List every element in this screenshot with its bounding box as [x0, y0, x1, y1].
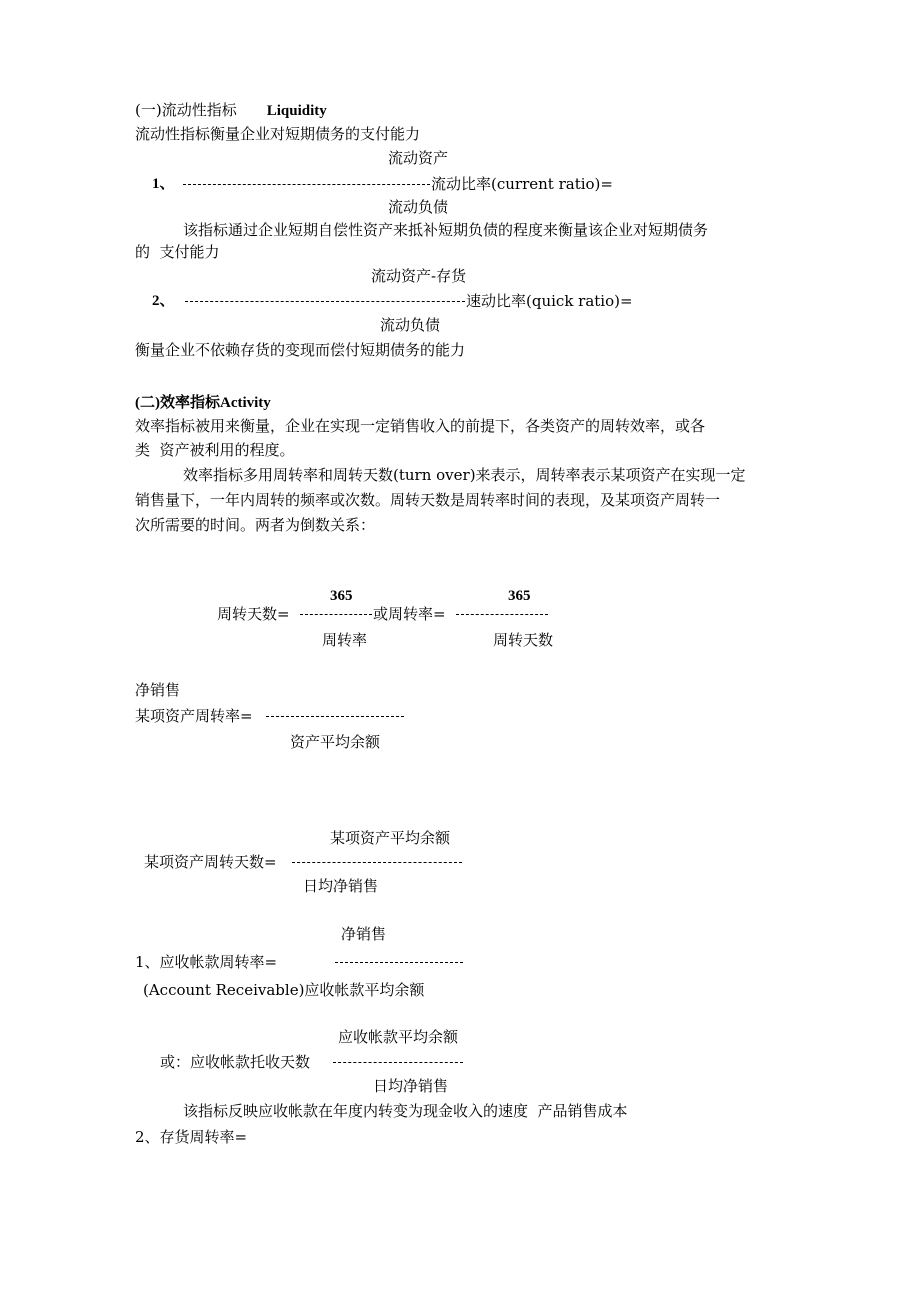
ar-days-desc: 该指标反映应收帐款在年度内转变为现金收入的速度 产品销售成本: [183, 1102, 628, 1120]
fraction-line: [456, 614, 548, 615]
asset-days-label: 某项资产周转天数=: [144, 853, 277, 871]
ar-days-label: 或：应收帐款托收天数: [160, 1053, 311, 1071]
current-ratio-numerator: 流动资产: [388, 149, 449, 167]
quick-ratio-number: 2、: [152, 293, 175, 309]
current-ratio-number: 1、: [152, 176, 175, 192]
quick-ratio-denominator: 流动负债: [380, 316, 441, 334]
inventory-turnover-label: 2、存货周转率=: [135, 1128, 248, 1146]
current-ratio-desc-2: 的 支付能力: [135, 243, 220, 261]
days-numerator: 365: [330, 588, 353, 604]
ar-turnover-numerator: 净销售: [341, 925, 387, 943]
fraction-line: [185, 301, 465, 302]
quick-ratio-numerator: 流动资产-存货: [371, 267, 467, 285]
fraction-line: [335, 962, 463, 963]
asset-turnover-numerator: 净销售: [135, 681, 181, 699]
days-label: 周转天数=: [217, 605, 290, 623]
quick-ratio-desc: 衡量企业不依赖存货的变现而偿付短期债务的能力: [135, 341, 466, 359]
section2-heading: (二)效率指标Activity: [135, 395, 271, 411]
rate-label: 或周转率=: [373, 605, 446, 623]
fraction-line: [300, 614, 372, 615]
section1-heading: (一)流动性指标 Liquidity: [135, 101, 327, 119]
ar-days-denominator: 日均净销售: [373, 1077, 449, 1095]
current-ratio-label: 流动比率(current ratio)=: [431, 175, 613, 193]
ar-turnover-denominator: (Account Receivable)应收帐款平均余额: [143, 981, 425, 999]
section2-para1-line2: 类 资产被利用的程度。: [135, 441, 295, 459]
asset-days-denominator: 日均净销售: [303, 877, 379, 895]
days-denominator: 周转率: [322, 631, 368, 649]
section1-intro: 流动性指标衡量企业对短期债务的支付能力: [135, 125, 421, 143]
fraction-line: [266, 716, 404, 717]
rate-denominator: 周转天数: [493, 631, 554, 649]
ar-turnover-label: 1、应收帐款周转率=: [135, 953, 278, 971]
fraction-line: [183, 184, 430, 185]
fraction-line: [333, 1062, 463, 1063]
quick-ratio-label: 速动比率(quick ratio)=: [466, 292, 633, 310]
section2-para1-line1: 效率指标被用来衡量，企业在实现一定销售收入的前提下，各类资产的周转效率，或各: [135, 417, 706, 435]
current-ratio-desc-1: 该指标通过企业短期自偿性资产来抵补短期负债的程度来衡量该企业对短期债务: [183, 221, 709, 239]
section2-para2-line3: 次所需要的时间。两者为倒数关系：: [135, 516, 376, 534]
current-ratio-denominator: 流动负债: [388, 198, 449, 216]
section2-para2-line2: 销售量下，一年内周转的频率或次数。周转天数是周转率时间的表现，及某项资产周转一: [135, 491, 721, 509]
ar-days-numerator: 应收帐款平均余额: [338, 1028, 459, 1046]
asset-turnover-denominator: 资产平均余额: [290, 733, 381, 751]
section1-heading-en: Liquidity: [266, 103, 327, 119]
rate-numerator: 365: [508, 588, 531, 604]
section2-para2-line1: 效率指标多用周转率和周转天数(turn over)来表示，周转率表示某项资产在实现一定: [183, 466, 746, 484]
asset-turnover-label: 某项资产周转率=: [135, 707, 253, 725]
fraction-line: [292, 862, 462, 863]
asset-days-numerator: 某项资产平均余额: [330, 829, 451, 847]
